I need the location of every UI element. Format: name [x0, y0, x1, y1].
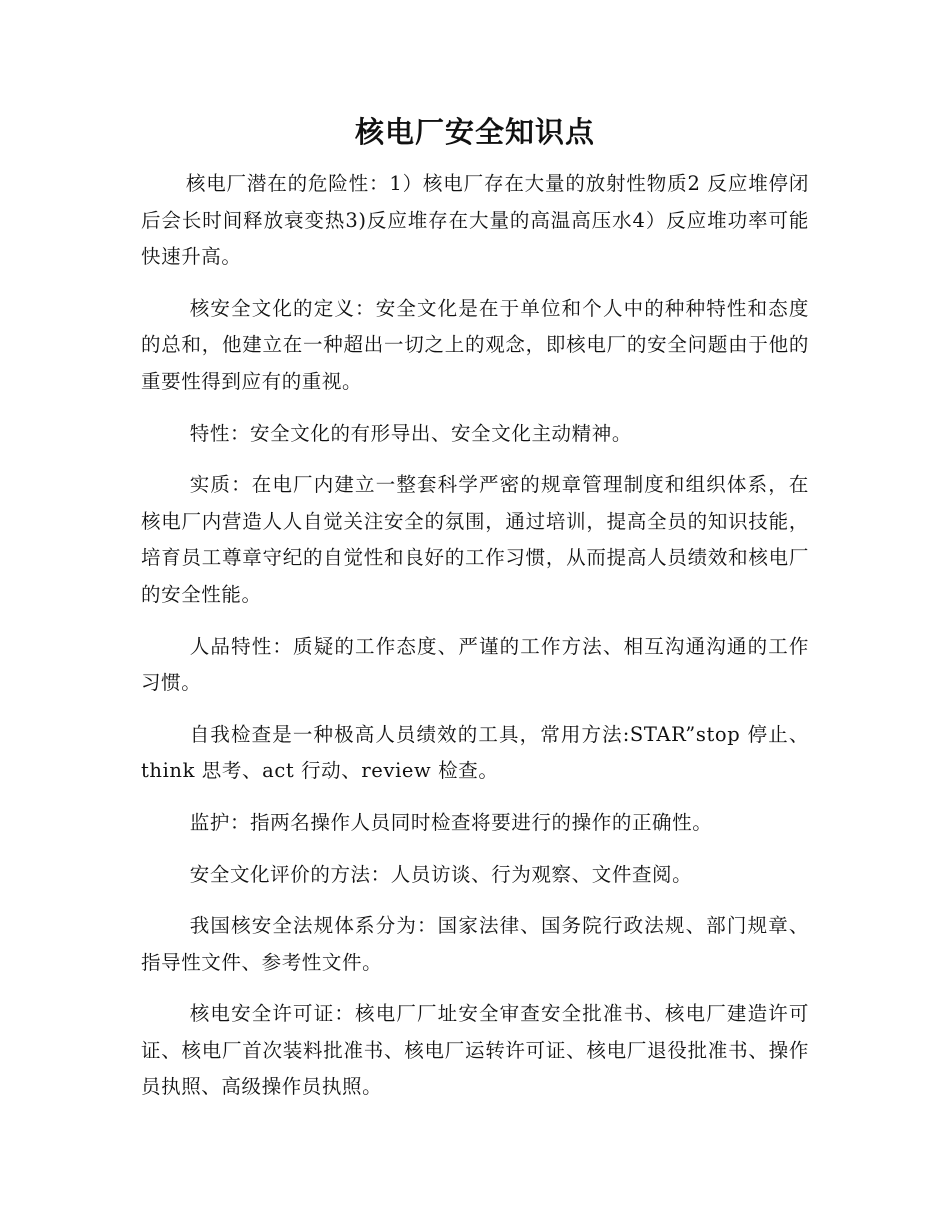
document-title: 核电厂安全知识点 [354, 115, 595, 149]
paragraph-safety-culture-definition: 核安全文化的定义：安全文化是在于单位和个人中的种种特性和态度的总和，他建立在一种超出一切之上的观念，即核电厂的安全问题由于他的重要性得到应有的重视。 [141, 296, 809, 393]
paragraph-self-check: 自我检查是一种极高人员绩效的工具，常用方法:STAR”stop 停止、think 思考、act 行动、review 检查。 [141, 722, 809, 783]
paragraph-hazards: 核电厂潜在的危险性：1）核电厂存在大量的放射性物质2 反应堆停闭后会长时间释放衰变热3)反应堆存在大量的高温高压水4）反应堆功率可能快速升高。 [141, 172, 809, 269]
paragraph-characteristics: 特性：安全文化的有形导出、安全文化主动精神。 [189, 421, 632, 445]
paragraph-regulation-system: 我国核安全法规体系分为：国家法律、国务院行政法规、部门规章、指导性文件、参考性文件。 [141, 914, 809, 974]
paragraph-evaluation-methods: 安全文化评价的方法：人员访谈、行为观察、文件查阅。 [189, 862, 693, 886]
paragraph-essence: 实质：在电厂内建立一整套科学严密的规章管理制度和组织体系，在核电厂内营造人人自觉关注安全的氛围，通过培训，提高全员的知识技能，培育员工尊章守纪的自觉性和良好的工作习惯，从而提高人员绩效和核电厂的安全性能。 [141, 473, 809, 606]
paragraph-safety-licenses: 核电安全许可证：核电厂厂址安全审查安全批准书、核电厂建造许可证、核电厂首次装料批准书、核电厂运转许可证、核电厂退役批准书、操作员执照、高级操作员执照。 [141, 1002, 809, 1099]
paragraph-supervision: 监护：指两名操作人员同时检查将要进行的操作的正确性。 [189, 810, 713, 834]
document-body [141, 166, 809, 1121]
paragraph-personal-traits: 人品特性：质疑的工作态度、严谨的工作方法、相互沟通沟通的工作习惯。 [141, 634, 809, 695]
